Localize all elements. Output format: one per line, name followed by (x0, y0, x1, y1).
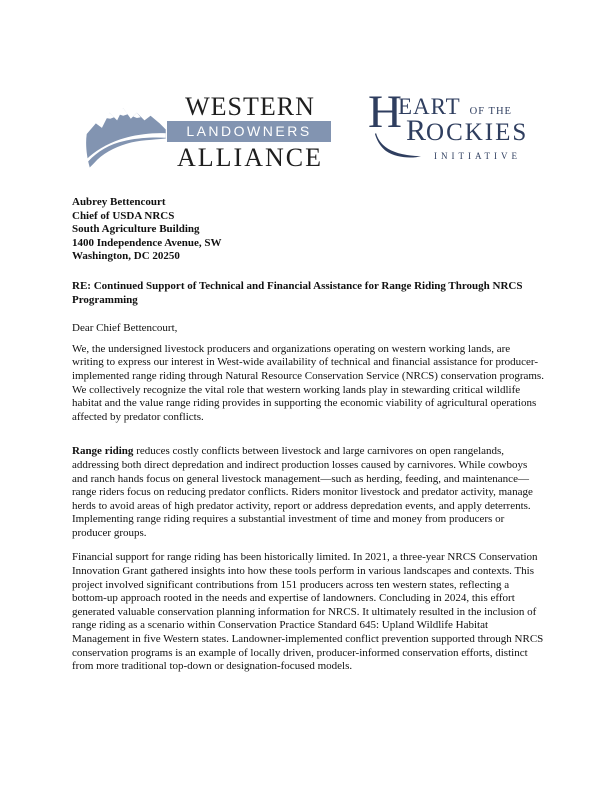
wla-word-western: WESTERN (185, 92, 315, 121)
hotr-word-initiative: INITIATIVE (434, 151, 521, 161)
hotr-word-rockies: OCKIES (426, 119, 529, 146)
body-paragraph-1: We, the undersigned livestock producers and organizations operating on western working lands, are writing to express our interest in West-wide availability of technical and financial assistance for producer-implemented range riding through Natural Resource Conservation Service (NRCS) conservation programs. We collectively recognize the vital role that western working lands play in stewarding critical wildlife habitat and the value range riding provides in supporting the economic viability of agricultural operations affected by predator conflicts. (72, 342, 544, 423)
hotr-initial-h: H (368, 86, 402, 138)
heart-of-the-rockies-logo (368, 86, 529, 164)
letter-content (72, 196, 544, 674)
recipient-street: 1400 Independence Avenue, SW (72, 236, 222, 249)
recipient-name: Aubrey Bettencourt (72, 196, 166, 208)
hotr-initial-r: R (406, 114, 427, 147)
recipient-address-block (72, 196, 544, 264)
wla-word-alliance: ALLIANCE (177, 143, 323, 172)
salutation: Dear Chief Bettencourt, (72, 322, 178, 335)
hotr-word-of-the: OF THE (469, 106, 512, 117)
recipient-city: Washington, DC 20250 (72, 250, 180, 263)
recipient-title: Chief of USDA NRCS (72, 209, 175, 222)
wla-word-landowners: LANDOWNERS (167, 121, 331, 142)
hotr-rockies-line (406, 115, 528, 147)
wla-wordmark (169, 92, 331, 173)
body-paragraph-2-lead: Range riding (72, 445, 134, 458)
western-landowners-alliance-logo (85, 92, 331, 176)
body-paragraph-3: Financial support for range riding has been historically limited. In 2021, a three-year NRCS Conservation Innovation Grant gathered insights into how these tools perform in various landscapes and contexts. This project involved significant contributions from 151 producers across ten western states, reflecting a bottom-up approach rooted in the needs and expertise of landowners. Concluding in 2024, this effort generated valuable conservation planning information for NRCS. It ultimately resulted in the inclusion of range riding as a scenario within Conservation Practice Standard 645: Upland Wildlife Habitat Management in five Western states. Landowner-implemented conflict prevention supported through NRCS conservation programs is an example of locally driven, producer-informed conservation efforts, distinct from more traditional top-down or designation-focused models. (72, 551, 544, 673)
body-paragraph-2-rest: reduces costly conflicts between livestock and large carnivores on open rangelands, addressing both direct depredation and indirect production losses caused by carnivores. While cowboys and ranch hands focus on general livestock management—such as herding, feeding, and maintenance—range riders focus on reducing predator conflicts. Riders monitor livestock and predator activity, manage herds to avoid areas of high predator activity, report or address depredation events, and apply deterrents. Implementing range riding requires a substantial investment of time and money from producers or producer groups. (72, 445, 533, 539)
recipient-building: South Agriculture Building (72, 223, 200, 236)
subject-line: RE: Continued Support of Technical and Financial Assistance for Range Riding Through NRCS Programming (72, 279, 523, 306)
hotr-word-heart: EART (398, 94, 461, 119)
wla-mountain-graphic (85, 96, 169, 172)
body-paragraph-2 (72, 445, 544, 540)
